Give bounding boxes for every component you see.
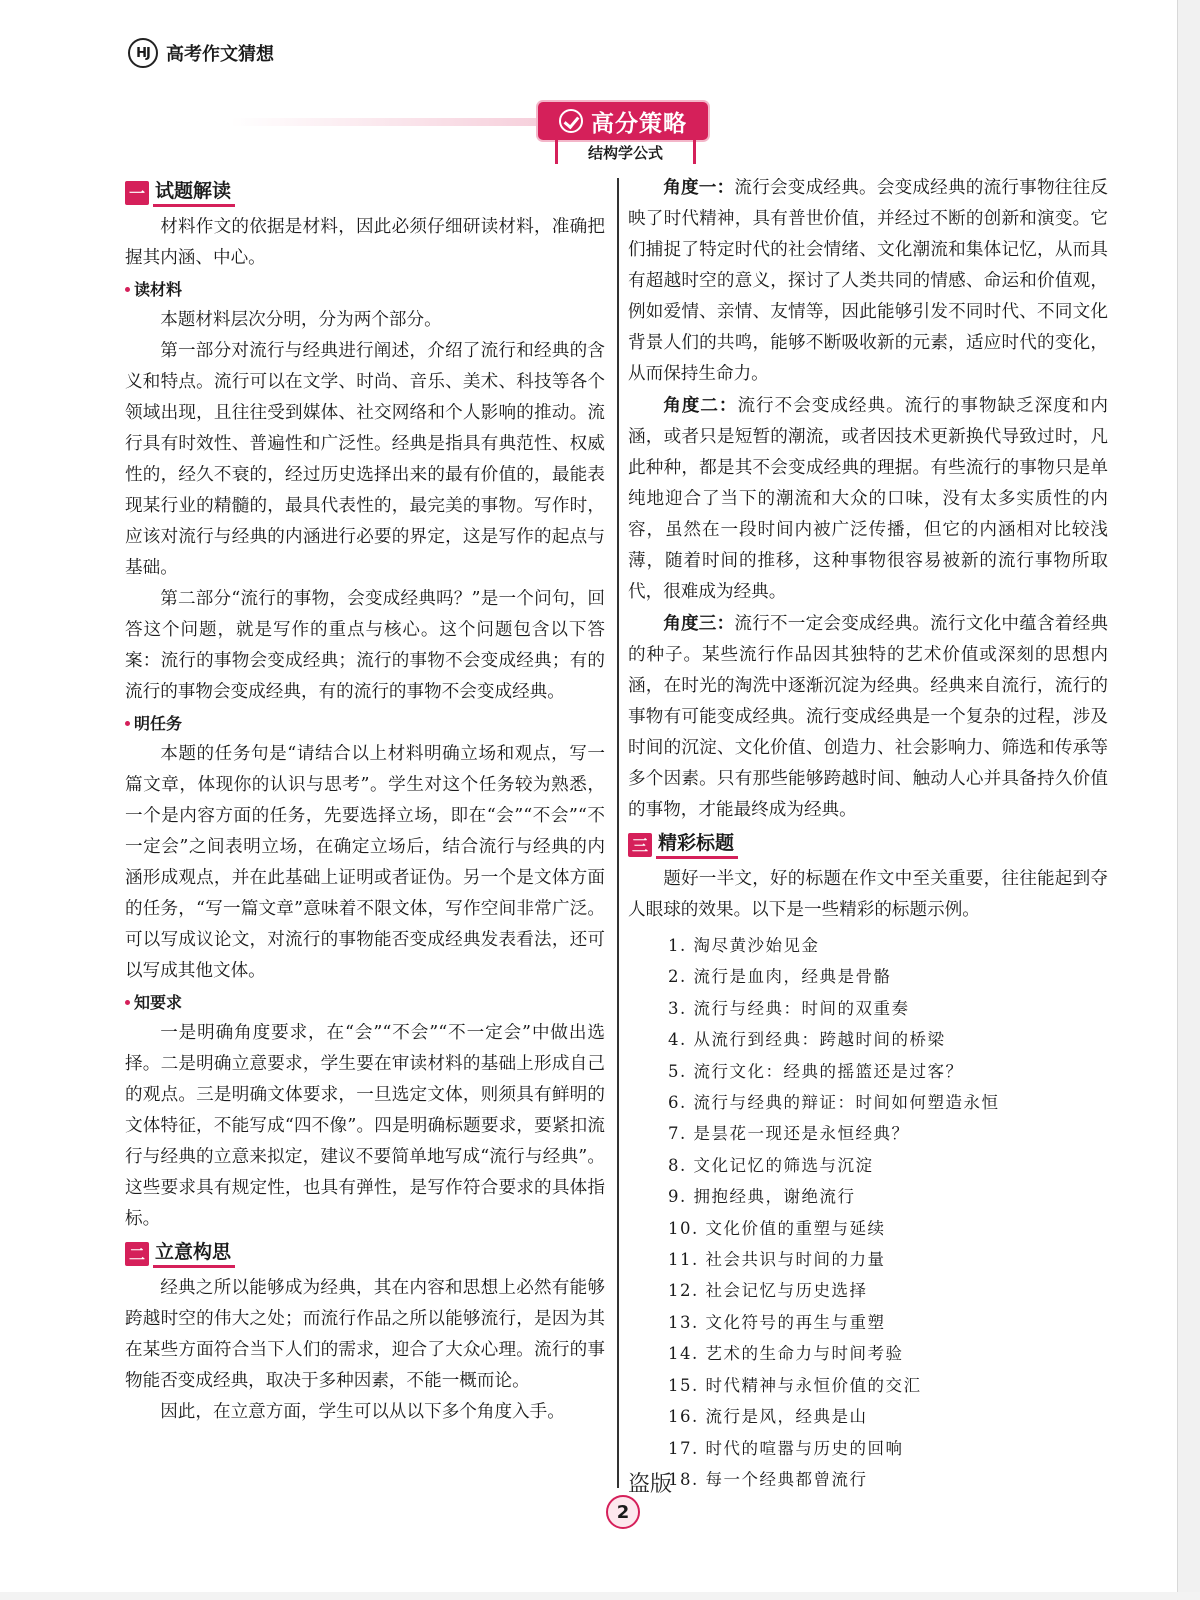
banner-decoration: [230, 118, 550, 126]
paragraph: 第二部分“流行的事物，会变成经典吗？”是一个问句，回答这个问题，就是写作的重点与核心。这个问题包含以下答案：流行的事物会变成经典；流行的事物不会变成经典；有的流行的事物会变成经典，有的流行的事物不会变成经典。: [125, 589, 605, 702]
page-edge-bottom: [0, 1592, 1200, 1600]
angle-text: 流行不一定会变成经典。流行文化中蕴含着经典的种子。某些流行作品因其独特的艺术价值或深刻的思想内涵，在时光的淘洗中逐渐沉淀为经典。经典来自流行，流行的事物有可能变成经典。流行变成经典是一个复杂的过程，涉及时间的沉淀、文化价值、创造力、社会影响力、筛选和传承等多个因素。只有那些能够跨越时间、触动人心并具备持久价值的事物，才能最终成为经典。: [628, 614, 1108, 820]
banner-title: 高分策略: [591, 110, 687, 137]
angle-paragraph: [628, 608, 1108, 826]
paragraph: 第一部分对流行与经典进行阐述，介绍了流行和经典的含义和特点。流行可以在文学、时尚、音乐、美术、科技等各个领域出现，且往往受到媒体、社交网络和个人影响的推动。流行具有时效性、普遍性和广泛性。经典是指具有典范性、权威性的，经久不衰的，经过历史选择出来的最有价值的，最能表现某行业的精髓的，最具代表性的，最完美的事物。写作时，应该对流行与经典的内涵进行必要的界定，这是写作的起点与基础。: [125, 341, 605, 578]
list-item: 6. 流行与经典的辩证：时间如何塑造永恒: [668, 1093, 1000, 1113]
list-item: 5. 流行文化：经典的摇篮还是过客？: [668, 1061, 964, 1081]
list-item: 9. 拥抱经典，谢绝流行: [668, 1187, 856, 1207]
paragraph: 一是明确角度要求，在“会”“不会”“不一定会”中做出选择。二是明确立意要求，学生要在审读材料的基础上形成自己的观点。三是明确文体要求，一旦选定文体，则须具有鲜明的文体特征，不能写成“四不像”。四是明确标题要求，要紧扣流行与经典的立意来拟定，建议不要简单地写成“流行与经典”。这些要求具有规定性，也具有弹性，是写作符合要求的具体指标。: [125, 1023, 605, 1229]
subhead-requirements: [125, 987, 605, 1018]
running-header: [128, 38, 274, 68]
section-title-text: 精彩标题: [656, 831, 738, 859]
watermark: 盗版: [628, 1472, 673, 1497]
page-number: 2: [606, 1495, 640, 1529]
subhead-text: 读材料: [134, 280, 183, 299]
angle-text: 流行会变成经典。会变成经典的流行事物往往反映了时代精神，具有普世价值，并经过不断的创新和演变。它们捕捉了特定时代的社会情绪、文化潮流和集体记忆，从而具有超越时空的意义，探讨了人类共同的情感、命运和价值观，例如爱情、亲情、友情等，因此能够引发不同时代、不同文化背景人们的共鸣，能够不断吸收新的元素，适应时代的变化，从而保持生命力。: [628, 178, 1108, 384]
list-item: 3. 流行与经典：时间的双重奏: [668, 998, 910, 1018]
check-icon: [559, 109, 583, 133]
list-item: 8. 文化记忆的筛选与沉淀: [668, 1155, 874, 1175]
list-item: 11. 社会共识与时间的力量: [668, 1250, 886, 1270]
paragraph: 因此，在立意方面，学生可以从以下多个角度入手。: [160, 1402, 565, 1422]
list-item: 7. 是昙花一现还是永恒经典？: [668, 1124, 910, 1144]
subhead-task: [125, 708, 605, 739]
section-number: 二: [125, 1242, 149, 1266]
section-banner: [538, 102, 708, 140]
angle-paragraph: [628, 172, 1108, 390]
angle-label: 角度二：: [663, 395, 738, 416]
subhead-text: 明任务: [134, 714, 183, 733]
list-item: 13. 文化符号的再生与重塑: [668, 1312, 886, 1332]
list-item: 16. 流行是风，经典是山: [668, 1407, 868, 1427]
angle-paragraph: [628, 390, 1108, 608]
section-title-analysis: [125, 176, 605, 210]
title-examples-list: [628, 930, 1108, 1495]
section-title-text: 试题解读: [153, 179, 235, 207]
subhead-text: 知要求: [134, 993, 183, 1012]
left-column: [125, 174, 605, 1428]
paragraph: 本题材料层次分明，分为两个部分。: [160, 310, 442, 330]
paragraph: 经典之所以能够成为经典，其在内容和思想上必然有能够跨越时空的伟大之处；而流行作品之所以能够流行，是因为其在某些方面符合当下人们的需求，迎合了大众心理。流行的事物能否变成经典，取决于多种因素，不能一概而论。: [125, 1278, 605, 1391]
bullet-dot-icon: [125, 1000, 130, 1005]
list-item: 4. 从流行到经典：跨越时间的桥梁: [668, 1030, 946, 1050]
right-column: [628, 172, 1108, 1495]
list-item: 1. 淘尽黄沙始见金: [668, 936, 820, 955]
paragraph: 本题的任务句是“请结合以上材料明确立场和观点，写一篇文章，体现你的认识与思考”。学生对这个任务较为熟悉，一个是内容方面的任务，先要选择立场，即在“会”“不会”“不一定会”之间表明立场，在确定立场后，结合流行与经典的内涵形成观点，并在此基础上证明或者证伪。另一个是文体方面的任务，“写一篇文章”意味着不限文体，写作空间非常广泛。可以写成议论文，对流行的事物能否变成经典发表看法，还可以写成其他文体。: [125, 744, 605, 981]
column-divider: [617, 178, 619, 1488]
logo-icon: [128, 38, 158, 68]
section-number: 一: [125, 181, 149, 205]
bullet-dot-icon: [125, 287, 130, 292]
paragraph: 题好一半文，好的标题在作文中至关重要，往往能起到夺人眼球的效果。以下是一些精彩的标题示例。: [628, 869, 1108, 920]
list-item: 10. 文化价值的重塑与延续: [668, 1218, 886, 1238]
section-title-headlines: [628, 828, 1108, 862]
section-title-text: 立意构思: [153, 1240, 235, 1268]
section-title-conception: [125, 1237, 605, 1271]
section-number: 三: [628, 833, 652, 857]
list-item: 15. 时代精神与永恒价值的交汇: [668, 1375, 922, 1395]
list-item: 12. 社会记忆与历史选择: [668, 1281, 868, 1301]
angle-text: 流行不会变成经典。流行的事物缺乏深度和内涵，或者只是短暂的潮流，或者因技术更新换代导致过时，凡此种种，都是其不会变成经典的理据。有些流行的事物只是单纯地迎合了当下的潮流和大众的口味，没有太多实质性的内容，虽然在一段时间内被广泛传播，但它的内涵相对比较浅薄，随着时间的推移，这种事物很容易被新的流行事物所取代，很难成为经典。: [628, 396, 1108, 602]
bullet-dot-icon: [125, 721, 130, 726]
logo-text: HJ: [136, 45, 150, 61]
paragraph: 材料作文的依据是材料，因此必须仔细研读材料，准确把握其内涵、中心。: [125, 217, 605, 268]
angle-label: 角度一：: [663, 177, 735, 198]
banner-subtitle: 结构学公式: [555, 140, 696, 164]
list-item: 14. 艺术的生命力与时间考验: [668, 1344, 904, 1364]
list-item: 17. 时代的喧嚣与历史的回响: [668, 1438, 904, 1458]
subhead-read: [125, 274, 605, 305]
angle-label: 角度三：: [663, 613, 735, 634]
page-edge-right: [1177, 0, 1200, 1600]
list-item: 2. 流行是血肉，经典是骨骼: [668, 967, 892, 987]
list-item: 18. 每一个经典都曾流行: [668, 1469, 868, 1489]
running-title: 高考作文猜想: [166, 44, 274, 65]
